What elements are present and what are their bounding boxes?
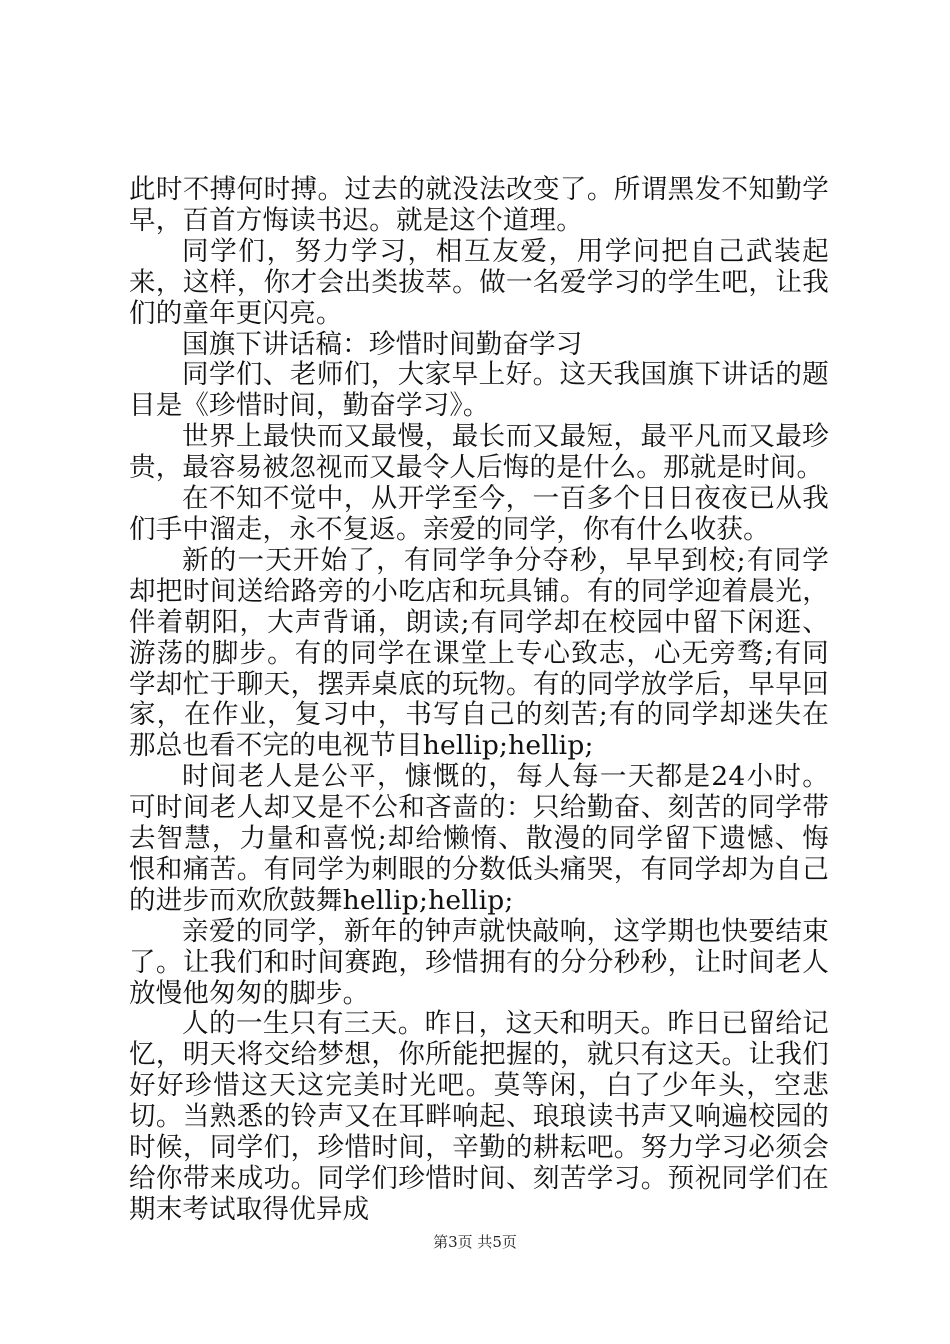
paragraph: 同学们、老师们，大家早上好。这天我国旗下讲话的题目是《珍惜时间，勤奋学习》。: [129, 359, 829, 422]
paragraph: 同学们，努力学习，相互友爱，用学问把自己武装起来，这样，你才会出类拔萃。做一名爱学习的学生吧，让我们的童年更闪亮。: [129, 235, 829, 329]
paragraph: 世界上最快而又最慢，最长而又最短，最平凡而又最珍贵，最容易被忽视而又最令人后悔的是什么。那就是时间。: [129, 421, 829, 484]
paragraph-continuation: 此时不搏何时搏。过去的就没法改变了。所谓黑发不知勤学早，百首方悔读书迟。就是这个道理。: [129, 174, 829, 236]
section-heading: 国旗下讲话稿：珍惜时间勤奋学习: [182, 328, 583, 360]
paragraph: 在不知不觉中，从开学至今，一百多个日日夜夜已从我们手中溜走，永不复返。亲爱的同学，你有什么收获。: [129, 483, 829, 545]
page-number-footer: 第3页 共5页: [433, 1233, 517, 1251]
paragraph: 时间老人是公平，慷慨的，每人每一天都是24小时。可时间老人却又是不公和吝啬的：只给勤奋、刻苦的同学带去智慧，力量和喜悦;却给懒惰、散漫的同学留下遗憾、悔恨和痛苦。有同学为刺眼的分数低头痛哭，有同学却为自己的进步而欢欣鼓舞hellip;hellip;: [129, 761, 829, 916]
paragraph: 新的一天开始了，有同学争分夺秒，早早到校;有同学却把时间送给路旁的小吃店和玩具铺。有的同学迎着晨光，伴着朝阳，大声背诵，朗读;有同学却在校园中留下闲逛、游荡的脚步。有的同学在课堂上专心致志，心无旁骛;有同学却忙于聊天，摆弄桌底的玩物。有的同学放学后，早早回家，在作业，复习中，书写自己的刻苦;有的同学却迷失在那总也看不完的电视节目hellip;hellip;: [129, 544, 829, 762]
paragraph: 亲爱的同学，新年的钟声就快敲响，这学期也快要结束了。让我们和时间赛跑，珍惜拥有的分分秒秒，让时间老人放慢他匆匆的脚步。: [129, 915, 829, 1009]
document-body: [129, 175, 829, 1226]
paragraph: 人的一生只有三天。昨日，这天和明天。昨日已留给记忆，明天将交给梦想，你所能把握的，就只有这天。让我们好好珍惜这天这完美时光吧。莫等闲，白了少年头，空悲切。当熟悉的铃声又在耳畔响起、琅琅读书声又响遍校园的时候，同学们，珍惜时间，辛勤的耕耘吧。努力学习必须会给你带来成功。同学们珍惜时间、刻苦学习。预祝同学们在期末考试取得优异成: [129, 1008, 829, 1225]
